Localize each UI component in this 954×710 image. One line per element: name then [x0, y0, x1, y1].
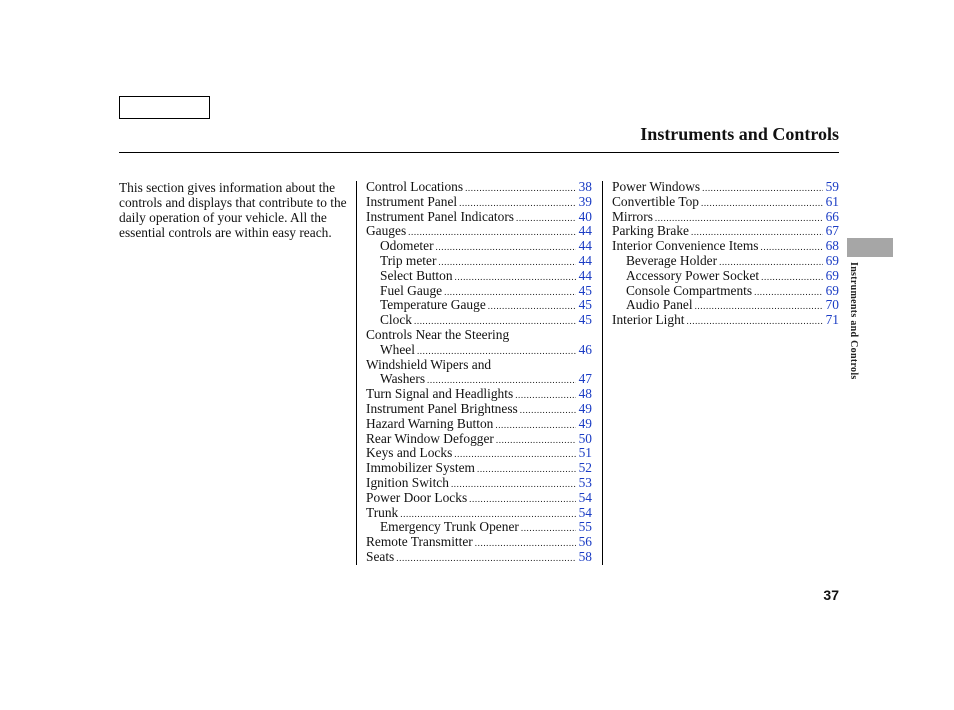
toc-page-link[interactable]: 58	[578, 548, 592, 564]
toc-entry-label: Emergency Trunk Opener	[380, 519, 519, 535]
toc-entry-label: Convertible Top	[612, 193, 699, 209]
toc-leader-dots	[465, 181, 576, 196]
page-number: 37	[823, 587, 839, 603]
toc-entry[interactable]	[366, 506, 592, 521]
toc-leader-dots	[488, 299, 576, 314]
toc-entry-label: Console Compartments	[626, 282, 753, 298]
toc-page-link[interactable]: 69	[825, 267, 839, 283]
header-rule	[119, 152, 839, 153]
toc-entry[interactable]	[366, 180, 592, 195]
toc-entry[interactable]	[366, 550, 592, 565]
toc-entry[interactable]	[366, 372, 592, 387]
toc-entry[interactable]	[366, 461, 592, 476]
toc-entry	[366, 358, 592, 373]
toc-entry[interactable]	[612, 269, 839, 284]
toc-page-link[interactable]: 51	[578, 445, 592, 461]
toc-entry[interactable]	[612, 284, 839, 299]
toc-entry-label: Gauges	[366, 223, 407, 239]
column-divider-right	[602, 181, 603, 565]
toc-entry-label: Instrument Panel Brightness	[366, 400, 518, 416]
toc-entry-label: Instrument Panel	[366, 193, 458, 209]
toc-page-link[interactable]: 55	[578, 519, 592, 535]
toc-entry-label: Power Windows	[612, 179, 701, 194]
toc-entry[interactable]	[366, 520, 592, 535]
intro-paragraph: This section gives information about the controls and displays that contribute to the daily operation of your vehicle. All the essential controls are within easy reach.	[119, 180, 347, 240]
toc-entry[interactable]	[612, 210, 839, 225]
toc-entry-label: Odometer	[380, 238, 434, 254]
toc-leader-dots	[754, 285, 823, 300]
toc-leader-dots	[475, 536, 576, 551]
toc-leader-dots	[477, 462, 576, 477]
toc-leader-dots	[695, 299, 823, 314]
toc-entry-label: Fuel Gauge	[380, 282, 443, 298]
toc-page-link[interactable]: 45	[578, 282, 592, 298]
toc-page-link[interactable]: 45	[578, 312, 592, 328]
toc-page-link[interactable]: 40	[578, 208, 592, 224]
toc-entry-label: Instrument Panel Indicators	[366, 208, 515, 224]
toc-entry[interactable]	[366, 446, 592, 461]
toc-entry[interactable]	[366, 269, 592, 284]
toc-entry-label: Rear Window Defogger	[366, 430, 494, 446]
toc-entry-label: Washers	[380, 371, 426, 387]
toc-entry[interactable]	[612, 180, 839, 195]
toc-entry-label: Beverage Holder	[626, 252, 718, 268]
toc-entry[interactable]	[612, 195, 839, 210]
section-tab-label: Instruments and Controls	[848, 262, 859, 380]
toc-entry[interactable]	[366, 224, 592, 239]
toc-entry-label: Seats	[366, 548, 395, 564]
toc-entry[interactable]	[612, 298, 839, 313]
toc-entry[interactable]	[612, 224, 839, 239]
toc-column-1	[366, 180, 592, 565]
toc-entry-label: Hazard Warning Button	[366, 415, 494, 431]
toc-page-link[interactable]: 69	[825, 282, 839, 298]
toc-page-link[interactable]: 52	[578, 460, 592, 476]
toc-page-link[interactable]: 48	[578, 386, 592, 402]
toc-entry[interactable]	[366, 343, 592, 358]
toc-page-link[interactable]: 56	[578, 534, 592, 550]
toc-leader-dots	[516, 211, 576, 226]
toc-entry-label: Parking Brake	[612, 223, 689, 239]
toc-entry[interactable]	[366, 313, 592, 328]
toc-entry[interactable]	[366, 284, 592, 299]
toc-entry-label: Power Door Locks	[366, 489, 468, 505]
toc-entry[interactable]	[612, 313, 839, 328]
toc-entry-label: Control Locations	[366, 179, 464, 194]
toc-entry[interactable]	[366, 387, 592, 402]
toc-page-link[interactable]: 44	[578, 238, 592, 254]
toc-page-link[interactable]: 44	[578, 252, 592, 268]
toc-entry-label: Interior Light	[612, 312, 685, 328]
toc-leader-dots	[436, 240, 576, 255]
toc-entry[interactable]	[366, 402, 592, 417]
toc-page-link[interactable]: 61	[825, 193, 839, 209]
toc-leader-dots	[521, 521, 576, 536]
main-menu-button[interactable]	[119, 96, 210, 119]
column-divider-left	[356, 181, 357, 565]
toc-entry-label: Clock	[380, 312, 412, 328]
toc-entry-label: Mirrors	[612, 208, 653, 224]
toc-leader-dots	[438, 255, 575, 270]
toc-page-link[interactable]: 71	[825, 312, 839, 328]
toc-page-link[interactable]: 38	[578, 179, 592, 194]
toc-page-link[interactable]: 49	[578, 415, 592, 431]
toc-page-link[interactable]: 54	[578, 489, 592, 505]
toc-entry-label: Immobilizer System	[366, 460, 475, 476]
toc-entry-label: Trip meter	[380, 252, 437, 268]
toc-entry-label: Accessory Power Socket	[626, 267, 760, 283]
toc-entry-label: Select Button	[380, 267, 453, 283]
toc-entry-label: Keys and Locks	[366, 445, 453, 461]
toc-page-link[interactable]: 54	[578, 504, 592, 520]
toc-entry[interactable]	[366, 195, 592, 210]
toc-leader-dots	[701, 196, 823, 211]
toc-leader-dots	[469, 492, 575, 507]
toc-entry-label: Remote Transmitter	[366, 534, 473, 550]
section-tab[interactable]	[847, 238, 893, 257]
toc-leader-dots	[396, 551, 575, 566]
toc-entry[interactable]	[366, 535, 592, 550]
toc-entry-label: Wheel	[380, 341, 415, 357]
page-title: Instruments and Controls	[640, 124, 839, 144]
toc-page-link[interactable]: 59	[825, 179, 839, 194]
toc-page-link[interactable]: 46	[578, 341, 592, 357]
toc-page-link[interactable]: 45	[578, 297, 592, 313]
toc-entry[interactable]	[366, 432, 592, 447]
toc-entry[interactable]	[612, 239, 839, 254]
toc-entry[interactable]	[366, 254, 592, 269]
toc-leader-dots	[451, 477, 576, 492]
toc-entry	[366, 328, 592, 343]
toc-entry[interactable]	[366, 210, 592, 225]
toc-page-link[interactable]: 39	[578, 193, 592, 209]
toc-page-link[interactable]: 69	[825, 252, 839, 268]
toc-column-2	[612, 180, 839, 328]
toc-entry-label: Trunk	[366, 504, 399, 520]
toc-leader-dots	[455, 270, 576, 285]
toc-page-link[interactable]: 49	[578, 400, 592, 416]
toc-entry[interactable]	[366, 476, 592, 491]
toc-entry-label: Temperature Gauge	[380, 297, 486, 313]
toc-leader-dots	[761, 270, 822, 285]
toc-page-link[interactable]: 66	[825, 208, 839, 224]
toc-entry[interactable]	[366, 298, 592, 313]
toc-leader-dots	[687, 314, 823, 329]
toc-entry-label: Ignition Switch	[366, 474, 449, 490]
toc-page-link[interactable]: 67	[825, 223, 839, 239]
toc-leader-dots	[761, 240, 823, 255]
toc-leader-dots	[515, 388, 575, 403]
toc-entry-label: Interior Convenience Items	[612, 238, 759, 254]
toc-entry-label: Controls Near the Steering	[366, 326, 510, 342]
toc-page-link[interactable]: 44	[578, 267, 592, 283]
toc-leader-dots	[496, 433, 576, 448]
toc-entry-label: Audio Panel	[626, 297, 693, 313]
toc-page-link[interactable]: 68	[825, 238, 839, 254]
toc-page-link[interactable]: 53	[578, 474, 592, 490]
toc-entry-label: Windshield Wipers and	[366, 356, 492, 372]
toc-page-link[interactable]: 50	[578, 430, 592, 446]
toc-entry[interactable]	[366, 417, 592, 432]
toc-leader-dots	[495, 418, 575, 433]
toc-entry[interactable]	[366, 239, 592, 254]
toc-page-link[interactable]: 44	[578, 223, 592, 239]
toc-page-link[interactable]: 70	[825, 297, 839, 313]
toc-entry[interactable]	[612, 254, 839, 269]
toc-entry-label: Turn Signal and Headlights	[366, 386, 514, 402]
toc-leader-dots	[520, 403, 576, 418]
toc-page-link[interactable]: 47	[578, 371, 592, 387]
toc-entry[interactable]	[366, 491, 592, 506]
toc-leader-dots	[702, 181, 822, 196]
